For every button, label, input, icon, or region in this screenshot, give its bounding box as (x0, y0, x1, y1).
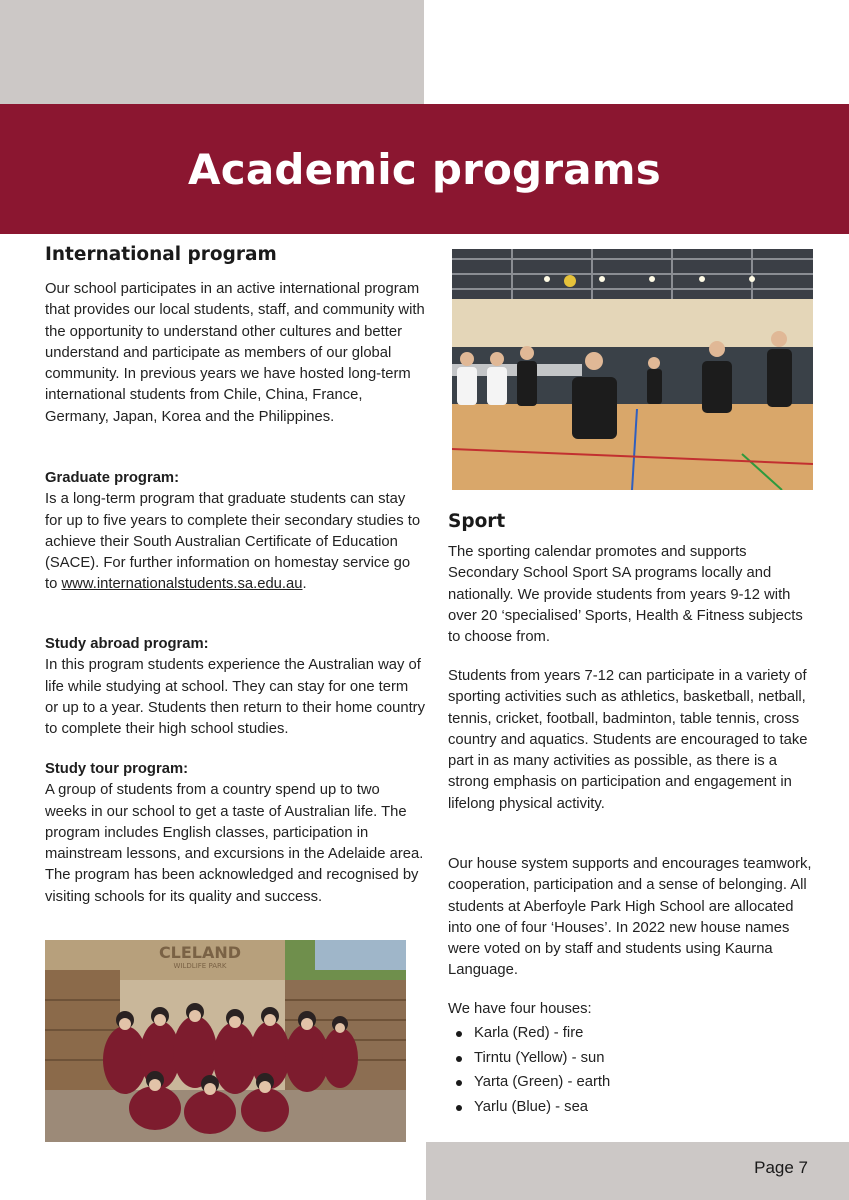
abroad-section (45, 634, 425, 740)
graduate-title: Graduate program: (45, 470, 180, 486)
tour-text: A group of students from a country spend up to two weeks in our school to get a taste of Australian life. The program includes English classes, participation in mainstream lessons, and excursions in the Adelaide area. The program has been acknowledged and recognised by visiting schools for its quality and success. (45, 782, 424, 905)
group-photo (45, 940, 406, 1142)
tour-section (45, 759, 425, 908)
abroad-text: In this program students experience the Australian way of life while studying at school. They can stay for one term or up to a year. Students then return to their home country to complete their high school studies. (45, 657, 426, 738)
graduate-section (45, 468, 425, 596)
international-students-link[interactable]: www.internationalstudents.sa.edu.au (61, 576, 303, 593)
house-item: Karla (Red) - fire (448, 1021, 818, 1046)
volleyball-photo (452, 249, 813, 490)
title-banner (0, 104, 849, 234)
graduate-text: Is a long-term program that graduate students can stay for up to five years to complete their secondary studies to achieve their South Australian Certificate of Education (SACE). For further information on homestay service go to www.internationalstudents.sa.edu.au. (45, 491, 421, 593)
abroad-title: Study abroad program: (45, 636, 209, 652)
house-item: Yarta (Green) - earth (448, 1070, 818, 1095)
sport-paragraph-3: Our house system supports and encourages teamwork, cooperation, participation and a sense of belonging. All students at Aberfoyle Park High School are allocated into one of four ‘Houses’. In 2022 new house names were voted on by staff and students using Kaurna Language. (448, 856, 812, 979)
international-intro: Our school participates in an active international program that provides our local students, staff, and community with the opportunity to understand other cultures and better understand and participate as members of our global community. In previous years we have hosted long-term international students from Chile, China, France, Germany, Japan, Korea and the Philippines. (45, 281, 425, 425)
houses-intro: We have four houses: (448, 1001, 592, 1017)
international-heading: International program (45, 244, 277, 265)
page-number: Page 7 (754, 1158, 808, 1177)
house-item: Yarlu (Blue) - sea (448, 1095, 818, 1120)
sport-heading: Sport (448, 511, 506, 532)
houses-list (448, 1021, 818, 1119)
cleland-sign: CLELAND (158, 943, 242, 962)
header-grey-block (0, 0, 424, 104)
house-item: Tirntu (Yellow) - sun (448, 1046, 818, 1071)
page-title: Academic programs (188, 144, 661, 194)
cleland-sign-sub: WILDLIFE PARK (173, 962, 227, 970)
sport-paragraph-2: Students from years 7-12 can participate in a variety of sporting activities such as athletics, basketball, netball, tennis, cricket, football, badminton, table tennis, cross country and aquatics. Students are encouraged to take part in as many activities as possible, as there is a strong emphasis on participation and engagement in lifelong physical activity. (448, 668, 808, 812)
sport-paragraph-1: The sporting calendar promotes and supports Secondary School Sport SA programs locally and nationally. We provide students from years 9-12 with over 20 ‘specialised’ Sports, Health & Fitness subjects to choose from. (448, 544, 803, 646)
tour-title: Study tour program: (45, 761, 189, 777)
